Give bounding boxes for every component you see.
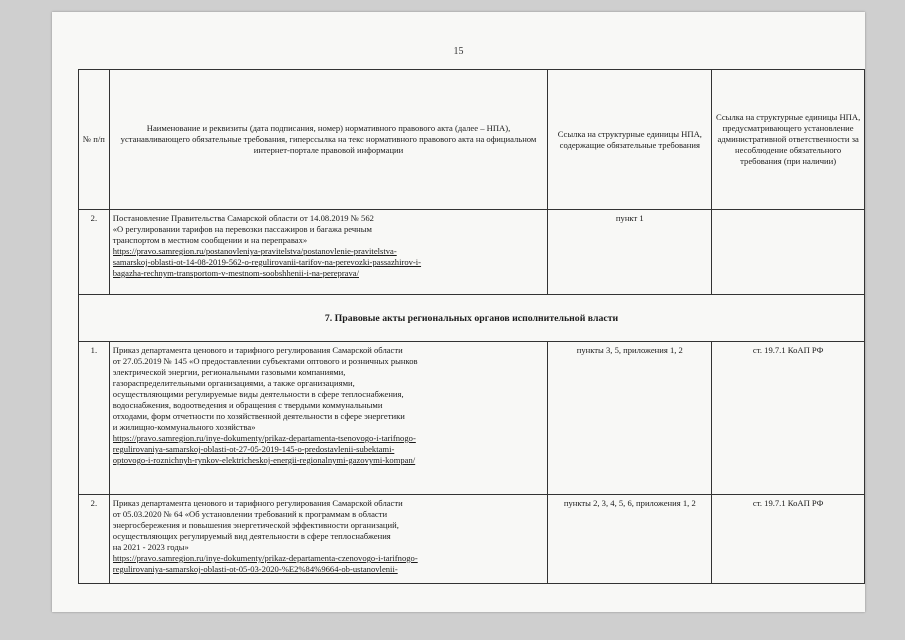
act-text-line: энергосбережения и повышения энергетической эффективности организаций, (112, 520, 399, 530)
row-responsibility: ст. 19.7.1 КоАП РФ (712, 342, 865, 495)
row-structural-units: пункты 3, 5, приложения 1, 2 (548, 342, 712, 495)
header-number: № п/п (79, 70, 110, 210)
act-text-line: на 2021 - 2023 годы» (112, 542, 189, 552)
act-text-line: осуществляющих регулируемый вид деятельности в сфере теплоснабжения (112, 531, 391, 541)
row-responsibility: ст. 19.7.1 КоАП РФ (712, 495, 865, 584)
header-act-name: Наименование и реквизиты (дата подписания, номер) нормативного правового акта (далее – НПА), устанавливающего обязательные требования, гиперссылка на текс нормативного правового акта на официальном интернет-портале правовой информации (109, 70, 548, 210)
act-text-line: Постановление Правительства Самарской области от 14.08.2019 № 562 (112, 213, 374, 223)
row-structural-units: пункт 1 (548, 210, 712, 295)
table-row (79, 342, 865, 495)
act-text-line: осуществляющими регулируемые виды деятельности в сфере теплоснабжения, (112, 389, 404, 399)
table-row (79, 495, 865, 584)
row-act-name (109, 342, 548, 495)
row-number: 1. (79, 342, 110, 495)
row-act-name (109, 495, 548, 584)
act-text-line: отходами, форм отчетности по хозяйственной деятельности в сфере энергетики (112, 411, 405, 421)
act-text-line: «О регулировании тарифов на перевозки пассажиров и багажа речным (112, 224, 372, 234)
header-structural-units: Ссылка на структурные единицы НПА, содержащие обязательные требования (548, 70, 712, 210)
requirements-table (78, 69, 865, 584)
section-row (79, 295, 865, 342)
act-text-line: Приказ департамента ценового и тарифного регулирования Самарской области (112, 345, 403, 355)
table-header-row (79, 70, 865, 210)
section-title: 7. Правовые акты региональных органов исполнительной власти (79, 295, 865, 342)
act-hyperlink[interactable]: https://pravo.samregion.ru/inye-dokumenty/prikaz-departamenta-tsenovogo-i-tarifnogo- (112, 433, 416, 443)
act-text-line: водоснабжения, водоотведения и обращения с твердыми коммунальными (112, 400, 383, 410)
act-text-line: Приказ департамента ценового и тарифного регулирования Самарской области (112, 498, 403, 508)
act-hyperlink[interactable]: bagazha-rechnym-transportom-v-mestnom-soobshhenii-i-na-pereprava/ (112, 268, 359, 278)
act-text-line: газораспределительными организациями, а также организациями, (112, 378, 355, 388)
table-row (79, 210, 865, 295)
row-act-name (109, 210, 548, 295)
page-number: 15 (453, 46, 464, 57)
act-hyperlink[interactable]: https://pravo.samregion.ru/postanovleniya-pravitelstva/postanovlenie-pravitelstva- (112, 246, 397, 256)
act-text-line: транспортом в местном сообщении и на переправах» (112, 235, 308, 245)
act-hyperlink[interactable]: regulirovaniya-samarskoj-oblasti-ot-05-03-2020-%E2%84%9664-ob-ustanovlenii- (112, 564, 398, 574)
act-hyperlink[interactable]: samarskoj-oblasti-ot-14-08-2019-562-o-regulirovanii-tarifov-na-perevozki-passazhirov-i- (112, 257, 422, 267)
row-structural-units: пункты 2, 3, 4, 5, 6, приложения 1, 2 (548, 495, 712, 584)
header-responsibility: Ссылка на структурные единицы НПА, предусматривающего установление административной ответственности за несоблюдение обязательного требования (при наличии) (712, 70, 865, 210)
row-responsibility (712, 210, 865, 295)
row-number: 2. (79, 495, 110, 584)
act-text-line: и жилищно-коммунального хозяйства» (112, 422, 256, 432)
act-hyperlink[interactable]: regulirovaniya-samarskoj-oblasti-ot-27-05-2019-145-o-predostavlenii-subektami- (112, 444, 395, 454)
act-hyperlink[interactable]: optovogo-i-roznichnyh-rynkov-elektricheskoj-energii-regionalnymi-gazovymi-kompan/ (112, 455, 416, 465)
act-text-line: от 27.05.2019 № 145 «О предоставлении субъектами оптового и розничных рынков (112, 356, 418, 366)
act-hyperlink[interactable]: https://pravo.samregion.ru/inye-dokumenty/prikaz-departamenta-czenovogo-i-tarifnogo- (112, 553, 418, 563)
act-text-line: от 05.03.2020 № 64 «Об установлении требований к программам в области (112, 509, 388, 519)
act-text-line: электрической энергии, региональными газовыми компаниями, (112, 367, 346, 377)
document-page (52, 12, 865, 612)
row-number: 2. (79, 210, 110, 295)
